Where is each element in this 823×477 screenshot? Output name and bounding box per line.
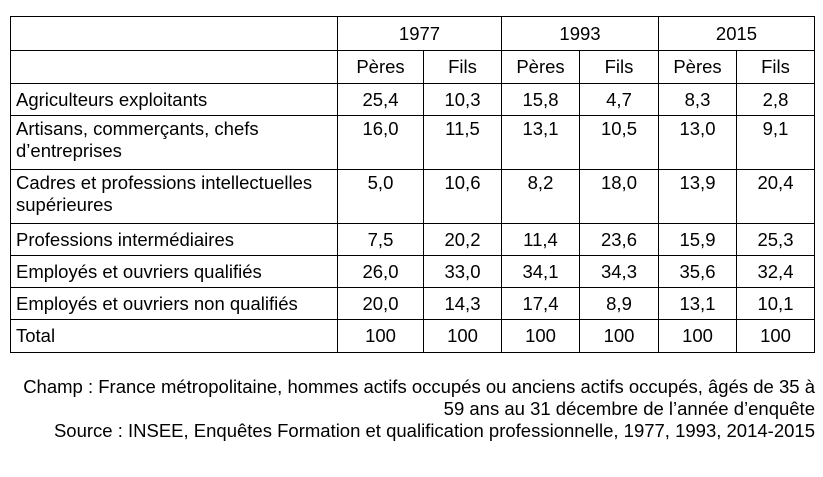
mobility-table [10, 16, 815, 353]
table-cell: 100 [502, 320, 580, 353]
table-cell: 33,0 [424, 256, 502, 288]
source-note: Source : INSEE, Enquêtes Formation et qualification professionnelle, 1977, 1993, 2014-2015 [53, 420, 815, 441]
table-row [11, 224, 815, 256]
scope-note: Champ : France métropolitaine, hommes actifs occupés ou anciens actifs occupés, âgés de 35 à 59 ans au 31 décembre de l’année d’enquête [23, 376, 815, 419]
table-cell: 34,1 [502, 256, 580, 288]
table-cell: 34,3 [580, 256, 659, 288]
table-cell: 10,6 [424, 170, 502, 224]
column-header: Fils [424, 51, 502, 84]
table-cell: 11,4 [502, 224, 580, 256]
table-cell: 11,5 [424, 116, 502, 170]
table-cell: 4,7 [580, 84, 659, 116]
table-cell: 7,5 [338, 224, 424, 256]
subheader-row [11, 51, 815, 84]
year-header-row [11, 17, 815, 51]
table-cell: 9,1 [737, 116, 815, 170]
row-label: Artisans, commerçants, chefs d’entreprises [11, 116, 338, 170]
column-header: Pères [659, 51, 737, 84]
table-cell: 23,6 [580, 224, 659, 256]
table-cell: 5,0 [338, 170, 424, 224]
year-header: 1977 [338, 17, 502, 51]
table-cell: 25,3 [737, 224, 815, 256]
table-cell: 15,8 [502, 84, 580, 116]
table-cell: 13,1 [502, 116, 580, 170]
table-cell: 20,4 [737, 170, 815, 224]
table-cell: 13,1 [659, 288, 737, 320]
table-cell: 20,2 [424, 224, 502, 256]
table-cell: 2,8 [737, 84, 815, 116]
row-label: Employés et ouvriers non qualifiés [11, 288, 338, 320]
table-cell: 13,0 [659, 116, 737, 170]
table-cell: 10,1 [737, 288, 815, 320]
row-label: Cadres et professions intellectuelles supérieures [11, 170, 338, 224]
row-label: Agriculteurs exploitants [11, 84, 338, 116]
table-cell: 100 [338, 320, 424, 353]
empty-corner-cell [11, 17, 338, 51]
table-cell: 15,9 [659, 224, 737, 256]
table-row [11, 256, 815, 288]
table-cell: 8,2 [502, 170, 580, 224]
table-cell: 18,0 [580, 170, 659, 224]
table-cell: 100 [424, 320, 502, 353]
table-cell: 100 [737, 320, 815, 353]
year-header: 2015 [659, 17, 815, 51]
table-cell: 100 [580, 320, 659, 353]
table-cell: 16,0 [338, 116, 424, 170]
table-notes [15, 376, 815, 442]
table-row [11, 84, 815, 116]
table-cell: 13,9 [659, 170, 737, 224]
table-cell: 32,4 [737, 256, 815, 288]
table-cell: 10,5 [580, 116, 659, 170]
row-label: Total [11, 320, 338, 353]
table-cell: 10,3 [424, 84, 502, 116]
table-row [11, 288, 815, 320]
table-cell: 100 [659, 320, 737, 353]
total-row [11, 320, 815, 353]
column-header: Fils [580, 51, 659, 84]
empty-label-cell [11, 51, 338, 84]
table-row [11, 170, 815, 224]
table-cell: 17,4 [502, 288, 580, 320]
table-cell: 35,6 [659, 256, 737, 288]
year-header: 1993 [502, 17, 659, 51]
table-row [11, 116, 815, 170]
column-header: Fils [737, 51, 815, 84]
table-cell: 8,9 [580, 288, 659, 320]
row-label: Professions intermédiaires [11, 224, 338, 256]
table-cell: 8,3 [659, 84, 737, 116]
table-cell: 26,0 [338, 256, 424, 288]
row-label: Employés et ouvriers qualifiés [11, 256, 338, 288]
table-cell: 25,4 [338, 84, 424, 116]
table-cell: 20,0 [338, 288, 424, 320]
column-header: Pères [338, 51, 424, 84]
table-cell: 14,3 [424, 288, 502, 320]
column-header: Pères [502, 51, 580, 84]
